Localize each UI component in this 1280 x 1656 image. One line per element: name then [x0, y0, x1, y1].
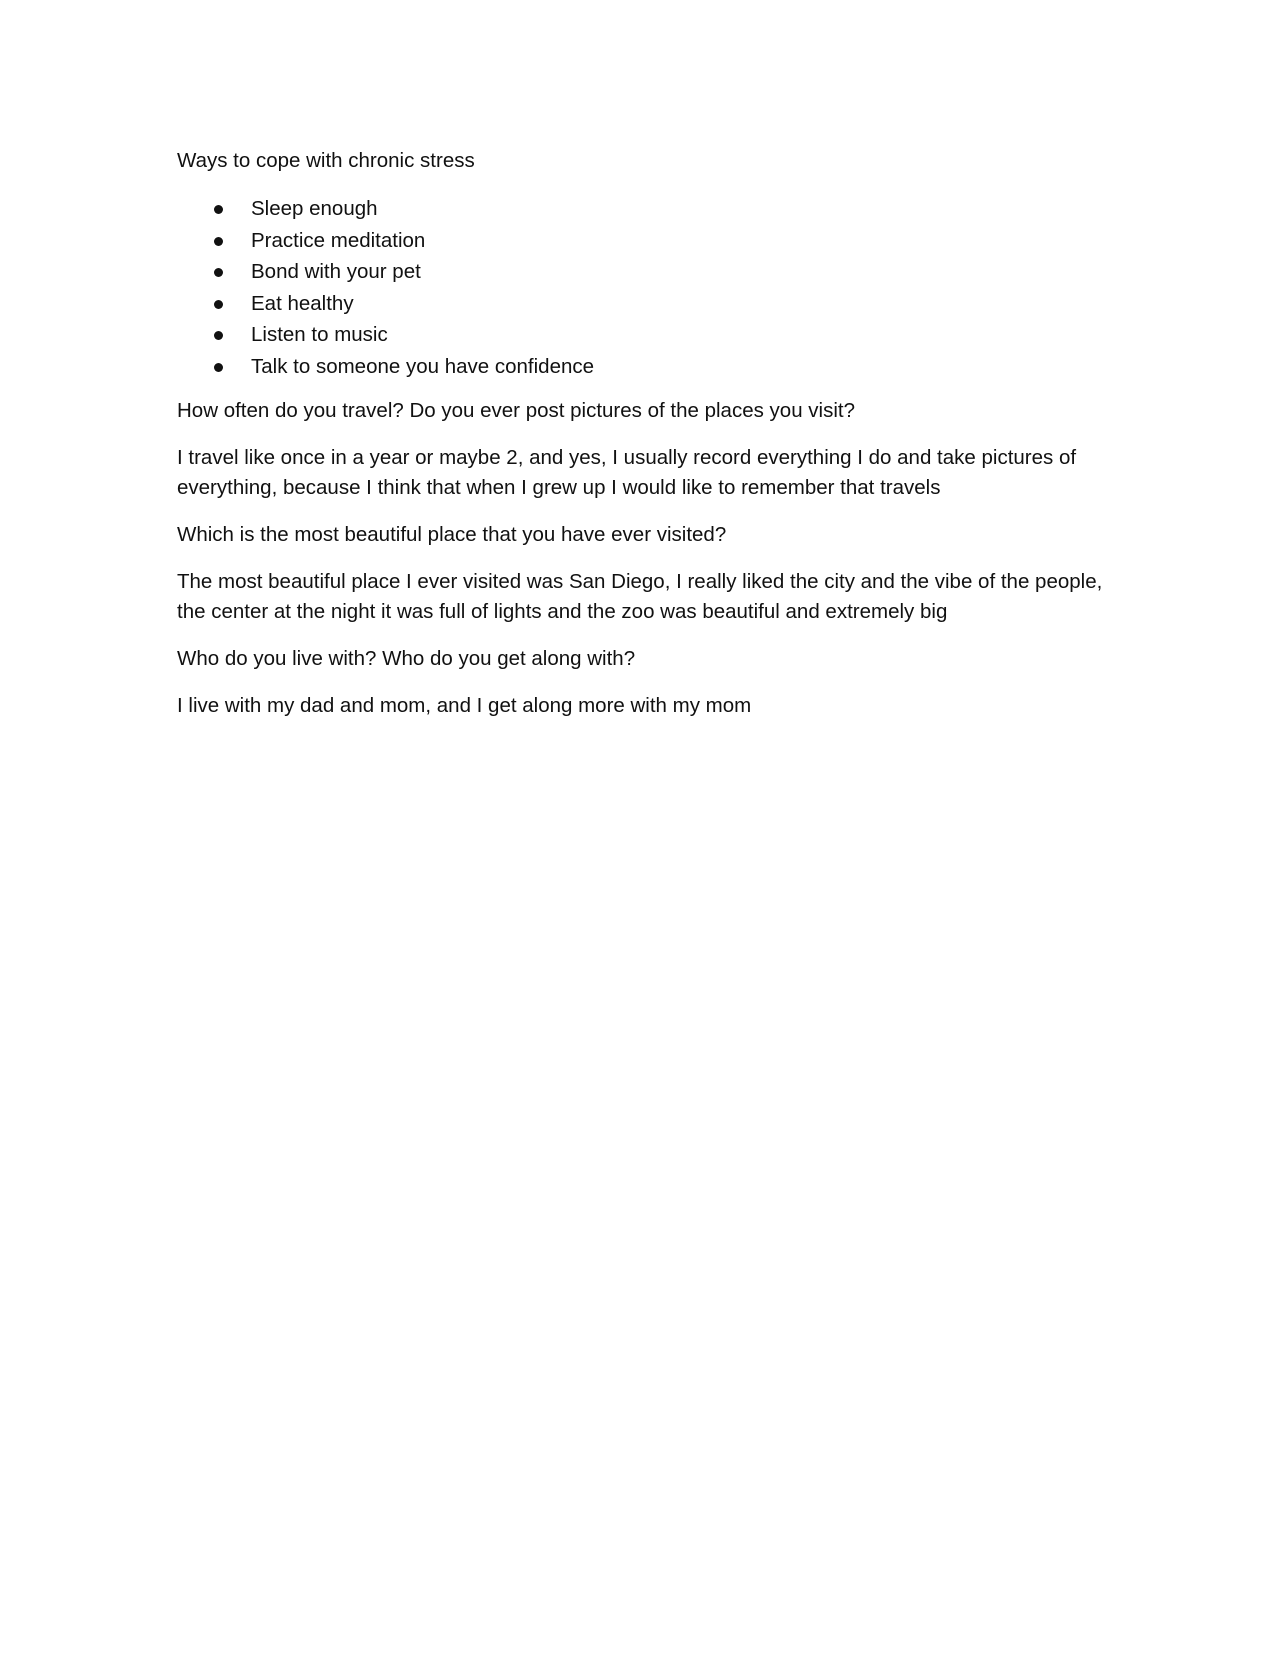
question-live-with: Who do you live with? Who do you get along with? — [177, 647, 636, 670]
question-travel: How often do you travel? Do you ever post pictures of the places you visit? — [177, 399, 856, 422]
answer-beautiful-place: The most beautiful place I ever visited was San Diego, I really liked the city and the vibe of the people, the center at the night it was full of lights and the zoo was beautiful and extremely big — [177, 570, 1103, 623]
list-item — [177, 225, 1107, 257]
list-item-text: Sleep enough — [251, 197, 378, 220]
list-item-text: Bond with your pet — [251, 260, 421, 283]
list-item-text: Listen to music — [251, 323, 388, 346]
bullet-icon — [214, 300, 223, 309]
bullet-icon — [214, 331, 223, 340]
list-item-text: Talk to someone you have confidence — [251, 354, 595, 378]
list-item — [177, 256, 1107, 288]
list-item — [177, 193, 1107, 225]
list-item — [177, 319, 1107, 351]
list-item-text: Eat healthy — [251, 291, 354, 315]
list-item — [177, 351, 1107, 383]
bullet-icon — [214, 205, 223, 214]
list-heading: Ways to cope with chronic stress — [177, 149, 475, 172]
answer-travel: I travel like once in a year or maybe 2, and yes, I usually record everything I do and take pictures of everything, because I think that when I grew up I would like to remember that travels — [177, 446, 1077, 499]
stress-coping-list — [177, 193, 1107, 382]
bullet-icon — [214, 268, 223, 277]
document-body — [177, 146, 1107, 738]
list-item — [177, 288, 1107, 320]
answer-live-with: I live with my dad and mom, and I get along more with my mom — [177, 694, 752, 717]
bullet-icon — [214, 363, 223, 372]
question-beautiful-place: Which is the most beautiful place that you have ever visited? — [177, 523, 727, 546]
bullet-icon — [214, 237, 223, 246]
list-item-text: Practice meditation — [251, 228, 426, 252]
